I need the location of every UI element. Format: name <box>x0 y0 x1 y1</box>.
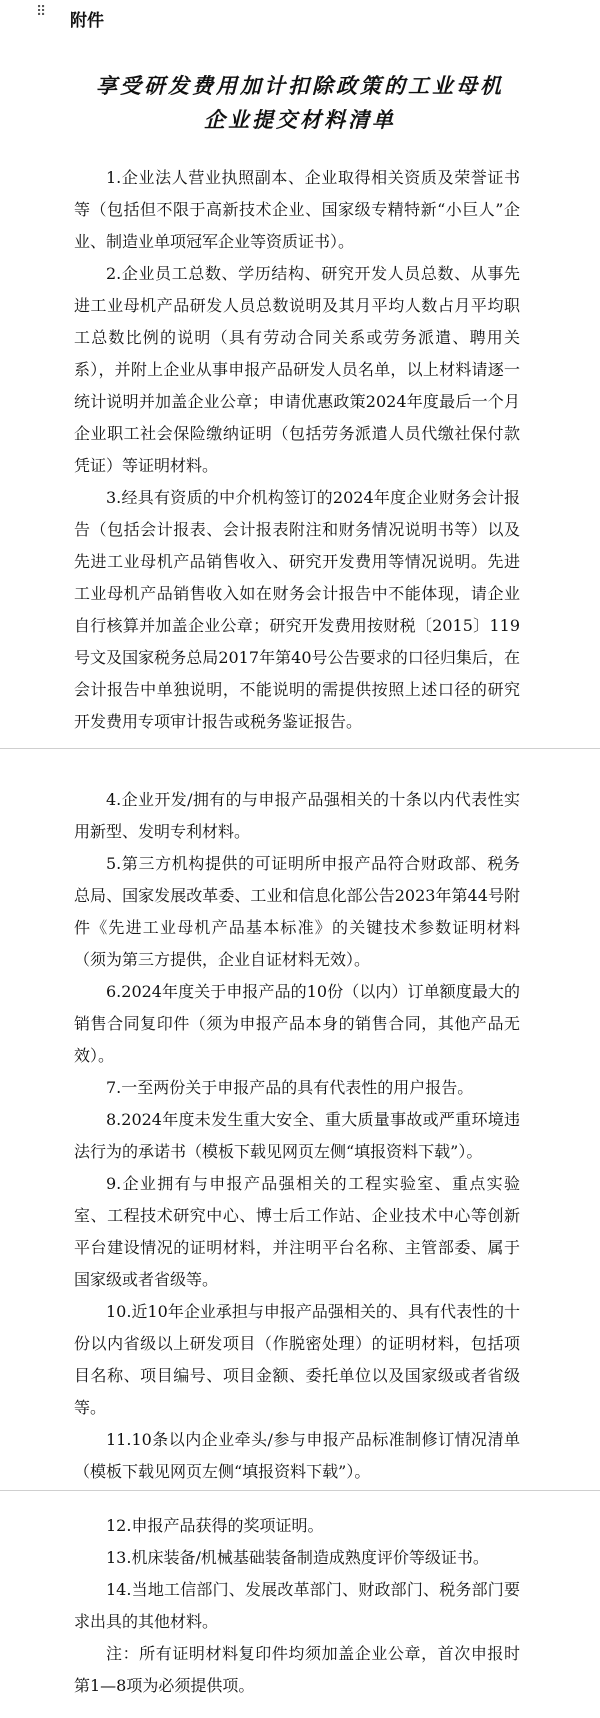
note-paragraph: 注：所有证明材料复印件均须加盖企业公章，首次申报时第1—8项为必须提供项。 <box>74 1644 520 1695</box>
list-item-11: 11.10条以内企业牵头/参与申报产品标准制修订情况清单（模板下载见网页左侧“填报资料下载”）。 <box>74 1430 520 1481</box>
list-item-12: 12.申报产品获得的奖项证明。 <box>106 1516 324 1535</box>
document-title-line-2: 企业提交材料清单 <box>204 107 396 132</box>
list-item-10: 10.近10年企业承担与申报产品强相关的、具有代表性的十份以内省级以上研发项目（作脱密处理）的证明材料，包括项目名称、项目编号、项目金额、委托单位以及国家级或者省级等。 <box>74 1302 520 1417</box>
list-item-8: 8.2024年度未发生重大安全、重大质量事故或严重环境违法行为的承诺书（模板下载见网页左侧“填报资料下载”）。 <box>74 1110 520 1161</box>
document-title-line-1: 享受研发费用加计扣除政策的工业母机 <box>96 73 504 98</box>
attachment-label: 附件 <box>70 11 104 31</box>
list-item-9: 9.企业拥有与申报产品强相关的工程实验室、重点实验室、工程技术研究中心、博士后工作站、企业技术中心等创新平台建设情况的证明材料，并注明平台名称、主管部委、属于国家级或者省级等。 <box>74 1174 520 1289</box>
list-item-1: 1.企业法人营业执照副本、企业取得相关资质及荣誉证书等（包括但不限于高新技术企业、国家级专精特新“小巨人”企业、制造业单项冠军企业等资质证书）。 <box>74 168 520 251</box>
list-item-13: 13.机床装备/机械基础装备制造成熟度评价等级证书。 <box>106 1548 489 1567</box>
list-item-2: 2.企业员工总数、学历结构、研究开发人员总数、从事先进工业母机产品研发人员总数说明及其月平均人数占月平均职工总数比例的说明（具有劳动合同关系或劳务派遣、聘用关系），并附上企业从事申报产品研发人员名单，以上材料请逐一统计说明并加盖企业公章；申请优惠政策2024年度最后一个月企业职工社会保险缴纳证明（包括劳务派遣人员代缴社保付款凭证）等证明材料。 <box>74 264 520 475</box>
list-item-3: 3.经具有资质的中介机构签订的2024年度企业财务会计报告（包括会计报表、会计报表附注和财务情况说明书等）以及先进工业母机产品销售收入、研究开发费用等情况说明。先进工业母机产品销售收入如在财务会计报告中不能体现，请企业自行核算并加盖企业公章；研究开发费用按财税〔2015〕119号文及国家税务总局2017年第40号公告要求的口径归集后，在会计报告中单独说明，不能说明的需提供按照上述口径的研究开发费用专项审计报告或税务鉴证报告。 <box>74 488 520 731</box>
page-break <box>0 748 600 749</box>
list-item-14: 14.当地工信部门、发展改革部门、财政部门、税务部门要求出具的其他材料。 <box>74 1580 520 1631</box>
page-break <box>0 1490 600 1491</box>
drag-handle-icon[interactable]: ⠿ <box>36 4 48 20</box>
list-item-4: 4.企业开发/拥有的与申报产品强相关的十条以内代表性实用新型、发明专利材料。 <box>74 790 520 841</box>
list-item-6: 6.2024年度关于申报产品的10份（以内）订单额度最大的销售合同复印件（须为申报产品本身的销售合同，其他产品无效）。 <box>74 982 520 1065</box>
list-item-5: 5.第三方机构提供的可证明所申报产品符合财政部、税务总局、国家发展改革委、工业和信息化部公告2023年第44号附件《先进工业母机产品基本标准》的关键技术参数证明材料（须为第三方提供，企业自证材料无效）。 <box>74 854 520 969</box>
list-item-7: 7.一至两份关于申报产品的具有代表性的用户报告。 <box>106 1078 474 1097</box>
